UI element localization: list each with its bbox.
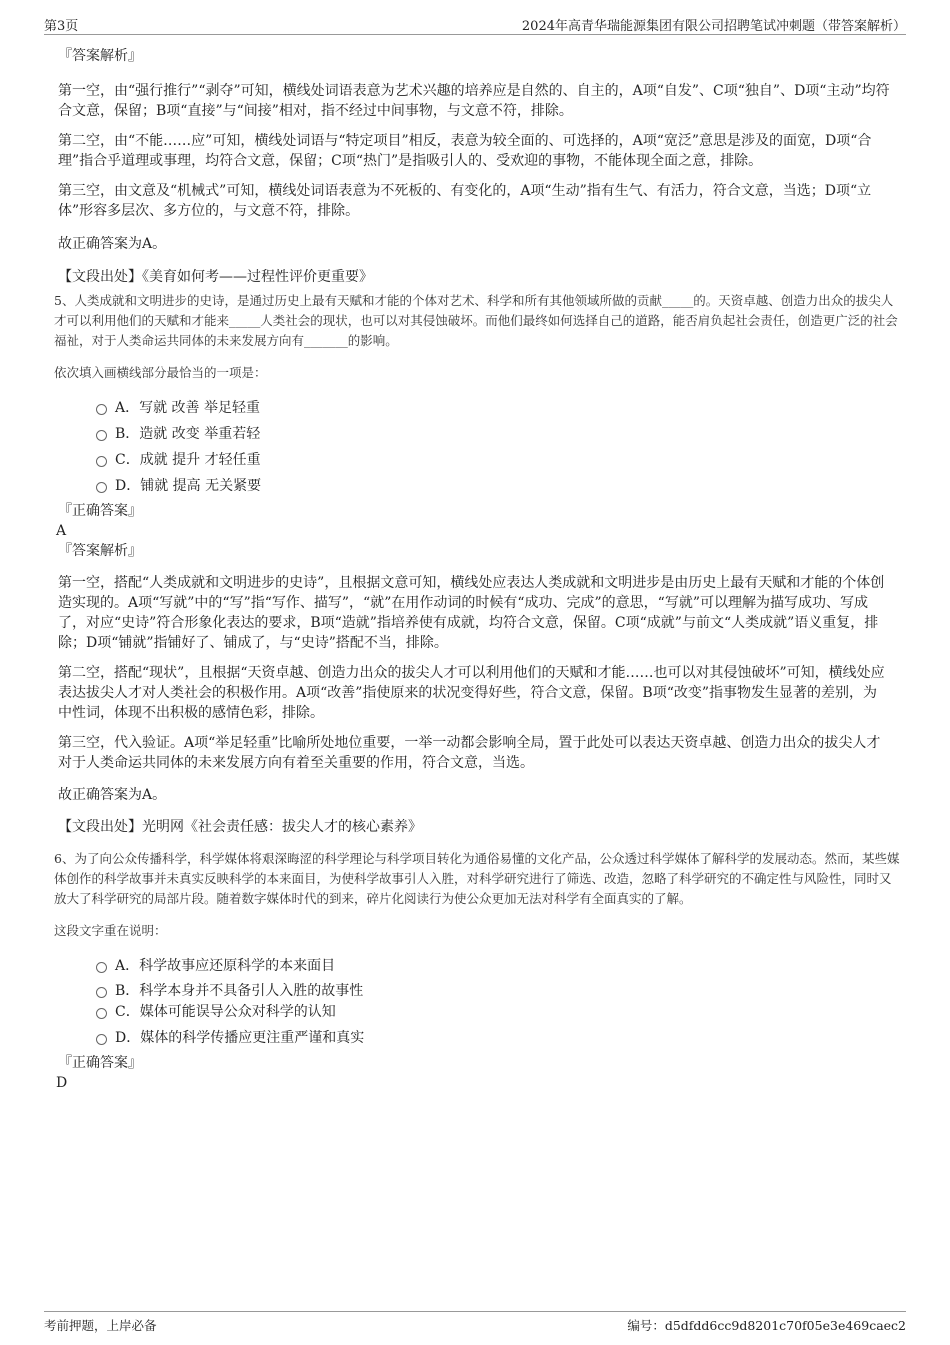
source-line: 【文段出处】《美育如何考——过程性评价更重要》 <box>58 269 373 285</box>
q5-analysis <box>58 541 890 837</box>
question-instruction: 依次填入画横线部分最恰当的一项是： <box>54 365 267 380</box>
option-list <box>96 953 906 1051</box>
option-label: B．造就 改变 举重若轻 <box>115 426 261 442</box>
question-instruction: 这段文字重在说明： <box>54 923 167 938</box>
page-content <box>44 44 906 1093</box>
question-text: 5、人类成就和文明进步的史诗，是通过历史上最有天赋和才能的个体对艺术、科学和所有其他领域所做的贡献_____的。天资卓越、创造力出众的拔尖人才可以利用他们的天赋和才能来_____人类社会的现状，也可以对其侵蚀破坏。而他们最终如何选择自己的道路，能否肩负起社会责任，创造更广泛的社会福祉，对于人类命运共同体的未来发展方向有_______的影响。 <box>54 293 898 348</box>
correct-answer: A <box>56 523 67 539</box>
option-label: C．成就 提升 才轻任重 <box>115 452 261 468</box>
option-d[interactable] <box>96 473 906 499</box>
radio-icon[interactable] <box>96 1008 107 1019</box>
answer-label: 『正确答案』 <box>58 503 142 519</box>
radio-icon[interactable] <box>96 430 107 441</box>
option-list <box>96 395 906 499</box>
analysis-label: 『答案解析』 <box>58 543 142 559</box>
radio-icon[interactable] <box>96 404 107 415</box>
document-id: 编号：d5dfdd6cc9d8201c70f05e3e469caec2 <box>627 1318 906 1333</box>
radio-icon[interactable] <box>96 987 107 998</box>
page-footer <box>44 1311 906 1336</box>
analysis-paragraph: 第二空，由“不能……应”可知，横线处词语与“特定项目”相反，表意为较全面的、可选择的，A项“宽泛”意思是涉及的面宽，D项“合理”指合乎道理或事理，均符合文意，保留；C项“热门”是指吸引人的、受欢迎的事物，不能体现全面之意，排除。 <box>58 133 872 169</box>
option-a[interactable] <box>96 953 906 979</box>
source-line: 【文段出处】光明网《社会责任感：拔尖人才的核心素养》 <box>58 819 422 835</box>
option-label: C．媒体可能误导公众对科学的认知 <box>115 1004 336 1020</box>
radio-icon[interactable] <box>96 482 107 493</box>
option-b[interactable] <box>96 979 906 999</box>
option-c[interactable] <box>96 999 906 1025</box>
page-header <box>44 12 906 35</box>
option-b[interactable] <box>96 421 906 447</box>
answer-label: 『正确答案』 <box>58 1055 142 1071</box>
analysis-paragraph: 第一空，由“强行推行”“剥夺”可知，横线处词语表意为艺术兴趣的培养应是自然的、自主的，A项“自发”、C项“独自”、D项“主动”均符合文意，保留；B项“直接”与“间接”相对，指不经过中间事物，与文意不符，排除。 <box>58 83 890 119</box>
option-c[interactable] <box>96 447 906 473</box>
footer-slogan: 考前押题，上岸必备 <box>44 1318 157 1333</box>
radio-icon[interactable] <box>96 456 107 467</box>
option-label: B．科学本身并不具备引人入胜的故事性 <box>115 983 364 999</box>
q4-analysis <box>58 46 890 287</box>
option-a[interactable] <box>96 395 906 421</box>
page-number: 第3页 <box>44 19 79 34</box>
option-label: A．科学故事应还原科学的本来面目 <box>115 958 336 974</box>
analysis-paragraph: 第三空，代入验证。A项“举足轻重”比喻所处地位重要，一举一动都会影响全局，置于此处可以表达天资卓越、创造力出众的拔尖人才对于人类命运共同体的未来发展方向有着至关重要的作用，符合文意，当选。 <box>58 735 881 771</box>
radio-icon[interactable] <box>96 1034 107 1045</box>
radio-icon[interactable] <box>96 962 107 973</box>
question-text: 6、为了向公众传播科学，科学媒体将艰深晦涩的科学理论与科学项目转化为通俗易懂的文化产品，公众透过科学媒体了解科学的发展动态。然而，某些媒体创作的科学故事并未真实反映科学的本来面目，为使科学故事引人入胜，对科学研究进行了筛选、改造，忽略了科学研究的不确定性与风险性，同时又放大了科学研究的局部片段。随着数字媒体时代的到来，碎片化阅读行为使公众更加无法对科学有全面真实的了解。 <box>54 851 900 906</box>
option-label: A．写就 改善 举足轻重 <box>115 400 261 416</box>
conclusion-line: 故正确答案为A。 <box>58 236 167 252</box>
analysis-paragraph: 第二空，搭配“现状”，且根据“天资卓越、创造力出众的拔尖人才可以利用他们的天赋和才能……也可以对其侵蚀破坏”可知，横线处应表达拔尖人才对人类社会的积极作用。A项“改善”指使原来的状况变得好些，符合文意，保留。B项“改变”指事物发生显著的差别，为中性词，体现不出积极的感情色彩，排除。 <box>58 665 885 721</box>
analysis-paragraph: 第三空，由文意及“机械式”可知，横线处词语表意为不死板的、有变化的，A项“生动”指有生气、有活力，符合文意，当选；D项“立体”形容多层次、多方位的，与文意不符，排除。 <box>58 183 872 219</box>
conclusion-line: 故正确答案为A。 <box>58 787 167 803</box>
analysis-paragraph: 第一空，搭配“人类成就和文明进步的史诗”，且根据文意可知，横线处应表达人类成就和文明进步是由历史上最有天赋和才能的个体创造实现的。A项“写就”中的“写”指“写作、描写”，“就”在用作动词的时候有“成功、完成”的意思，“写就”可以理解为描写成功、写成了，对应“史诗”符合形象化表达的要求，B项“造就”指培养使有成就，均符合文意，保留。C项“成就”与前文“人类成就”语义重复，排除；D项“铺就”指铺好了、铺成了，与“史诗”搭配不当，排除。 <box>58 575 885 651</box>
document-title: 2024年高青华瑞能源集团有限公司招聘笔试冲刺题（带答案解析） <box>521 19 906 34</box>
option-d[interactable] <box>96 1025 906 1051</box>
correct-answer: D <box>56 1075 68 1091</box>
option-label: D．媒体的科学传播应更注重严谨和真实 <box>115 1030 365 1046</box>
analysis-label: 『答案解析』 <box>58 48 142 64</box>
option-label: D．铺就 提高 无关紧要 <box>115 478 262 494</box>
